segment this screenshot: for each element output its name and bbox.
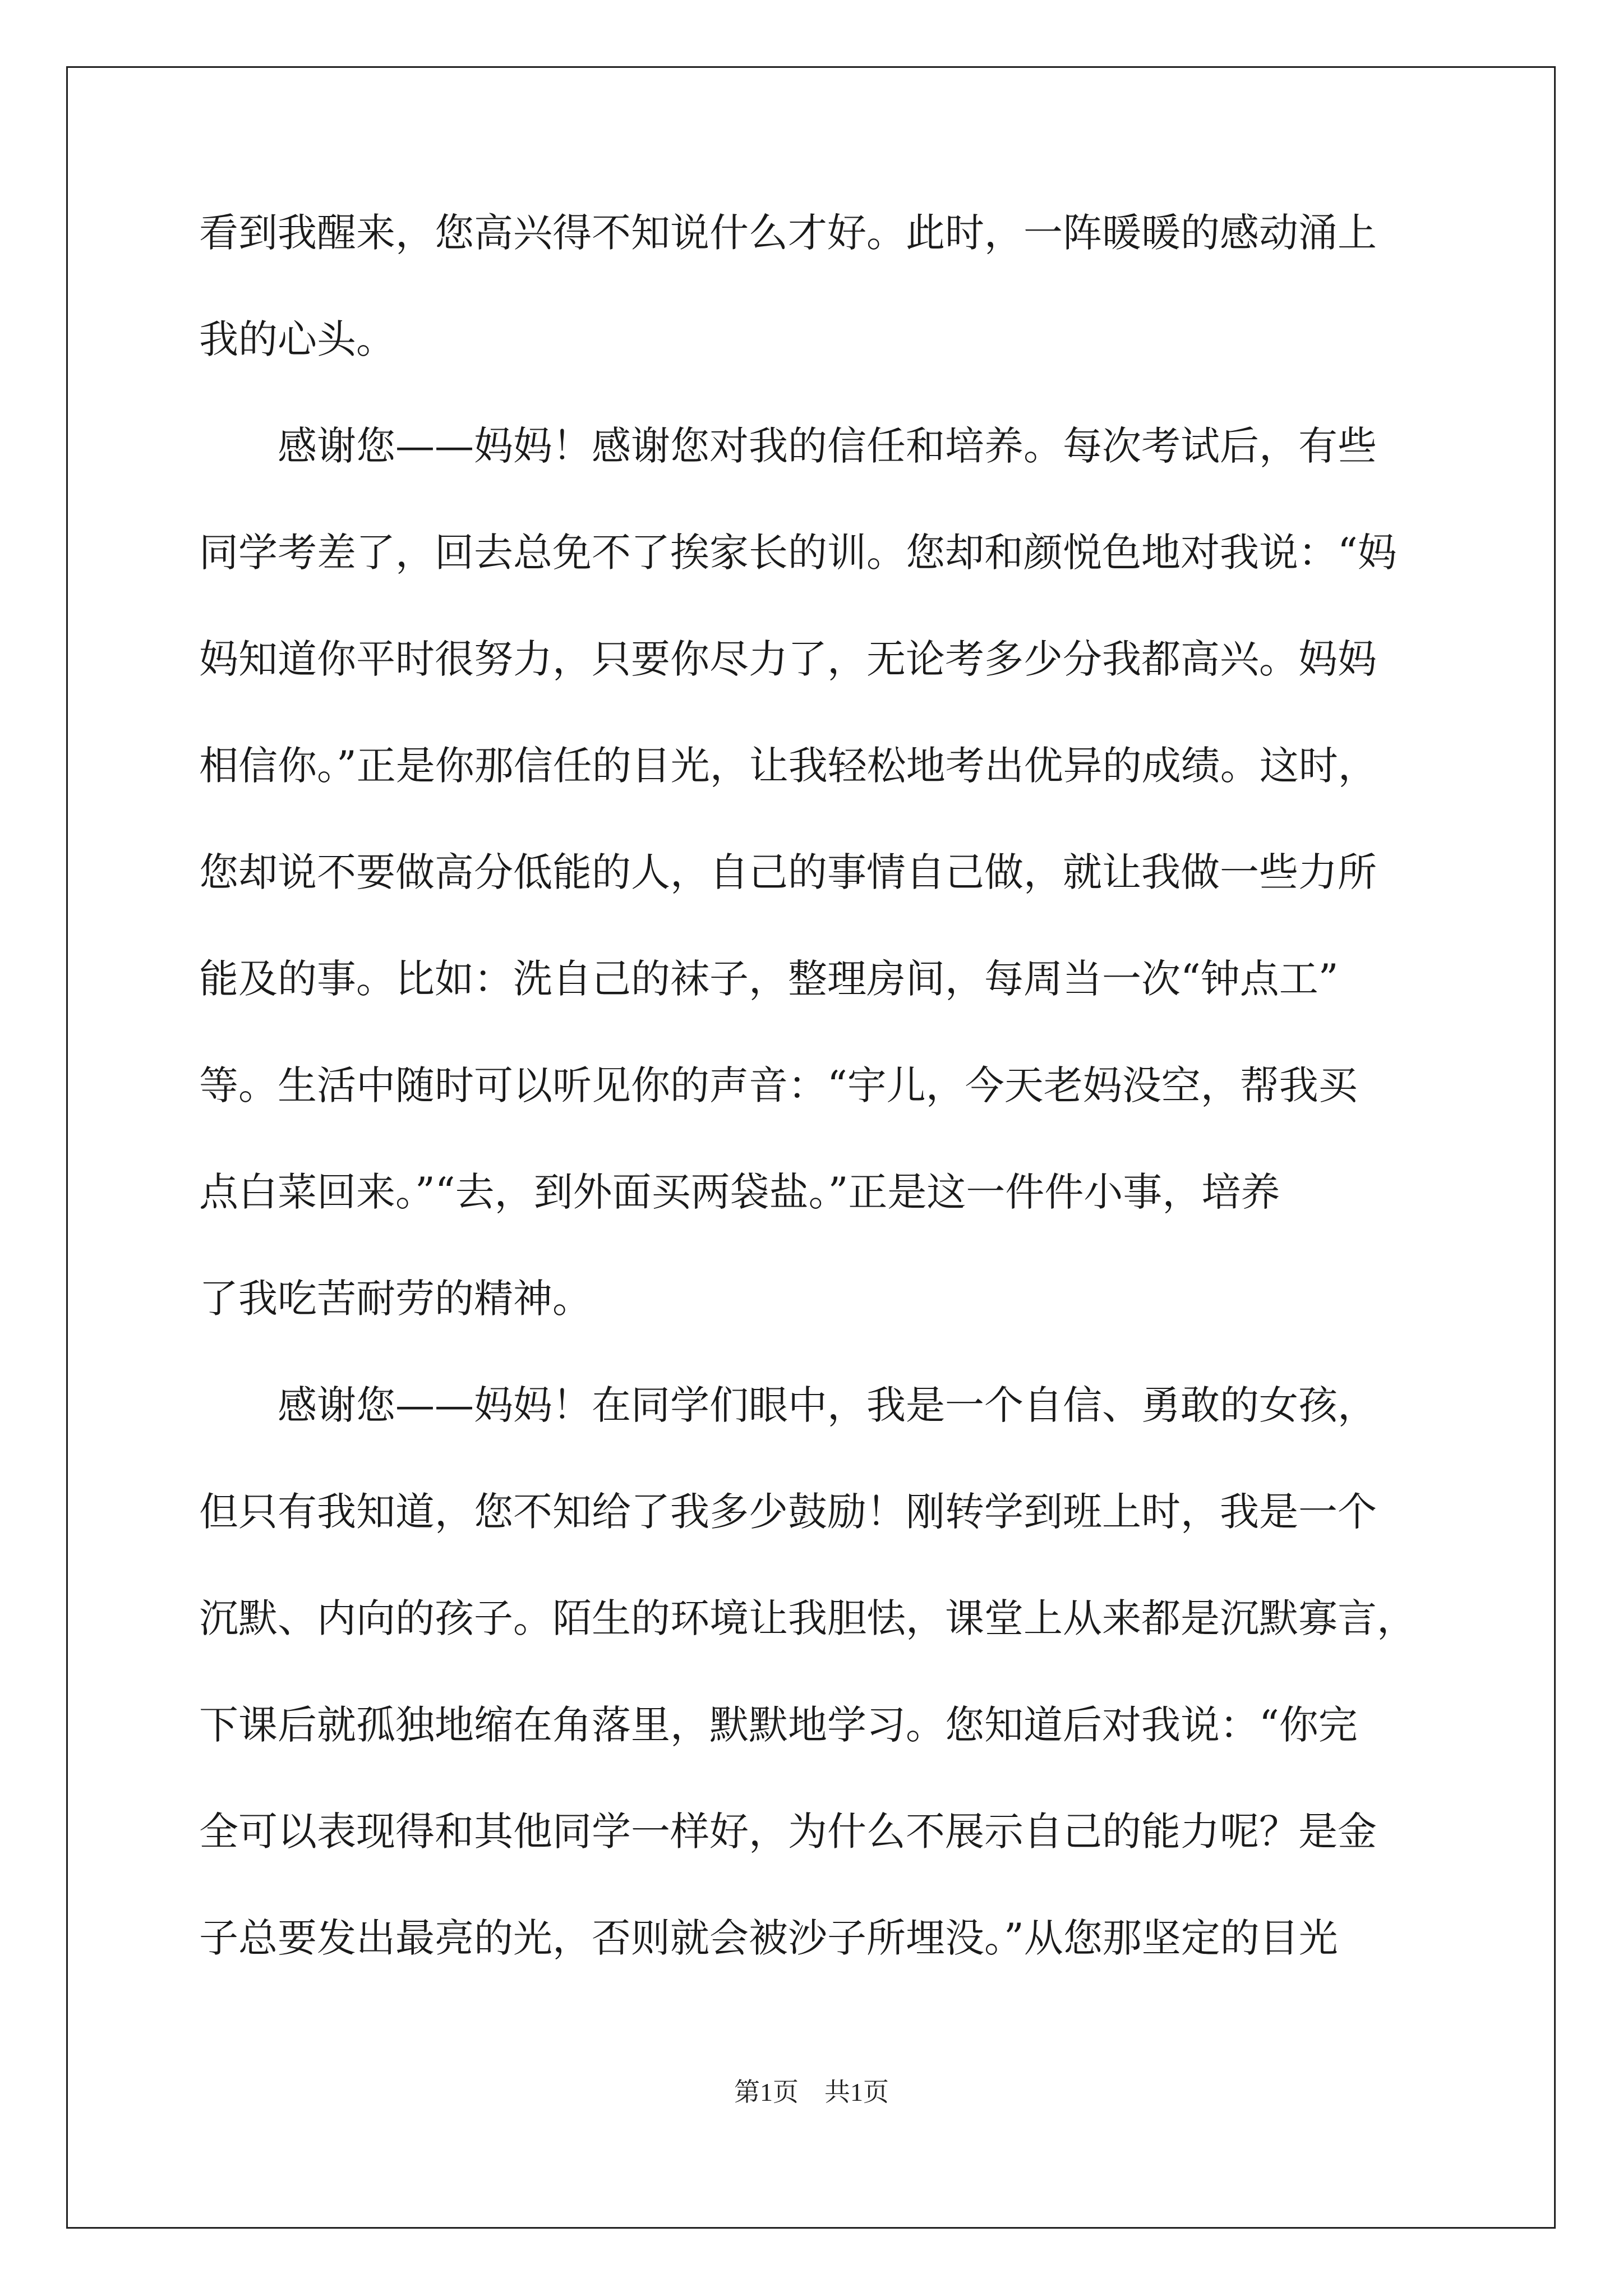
text-line: 看到我醒来，您高兴得不知说什么才好。此时，一阵暖暖的感动涌上 — [199, 210, 1377, 256]
text-line: 等。生活中随时可以听见你的声音：“宇儿，今天老妈没空，帮我买 — [199, 1062, 1358, 1108]
text-line: 感谢您——妈妈！感谢您对我的信任和培养。每次考试后，有些 — [199, 423, 1377, 469]
text-line: 您却说不要做高分低能的人，自己的事情自己做，就让我做一些力所 — [199, 849, 1377, 895]
page-border — [66, 66, 1556, 2229]
text-line: 能及的事。比如：洗自己的袜子，整理房间，每周当一次“钟点工” — [199, 956, 1339, 1002]
text-line: 妈知道你平时很努力，只要你尽力了，无论考多少分我都高兴。妈妈 — [199, 636, 1377, 682]
text-line: 相信你。”正是你那信任的目光，让我轻松地考出优异的成绩。这时， — [199, 743, 1377, 789]
text-line: 子总要发出最亮的光，否则就会被沙子所埋没。”从您那坚定的目光 — [199, 1915, 1338, 1961]
text-line: 但只有我知道，您不知给了我多少鼓励！刚转学到班上时，我是一个 — [199, 1489, 1377, 1535]
text-line: 同学考差了，回去总免不了挨家长的训。您却和颜悦色地对我说：“妈 — [199, 530, 1397, 576]
text-line: 点白菜回来。”“去，到外面买两袋盐。”正是这一件件小事，培养 — [199, 1169, 1280, 1215]
text-line: 了我吃苦耐劳的精神。 — [199, 1276, 592, 1322]
text-line: 下课后就孤独地缩在角落里，默默地学习。您知道后对我说：“你完 — [199, 1702, 1358, 1748]
page-footer: 第1页 共1页 — [734, 2078, 889, 2106]
text-line: 全可以表现得和其他同学一样好，为什么不展示自己的能力呢？是金 — [199, 1809, 1377, 1855]
text-line: 沉默、内向的孩子。陌生的环境让我胆怯，课堂上从来都是沉默寡言， — [199, 1595, 1416, 1641]
text-line: 我的心头。 — [199, 316, 395, 362]
text-line: 感谢您——妈妈！在同学们眼中，我是一个自信、勇敢的女孩， — [199, 1382, 1377, 1428]
